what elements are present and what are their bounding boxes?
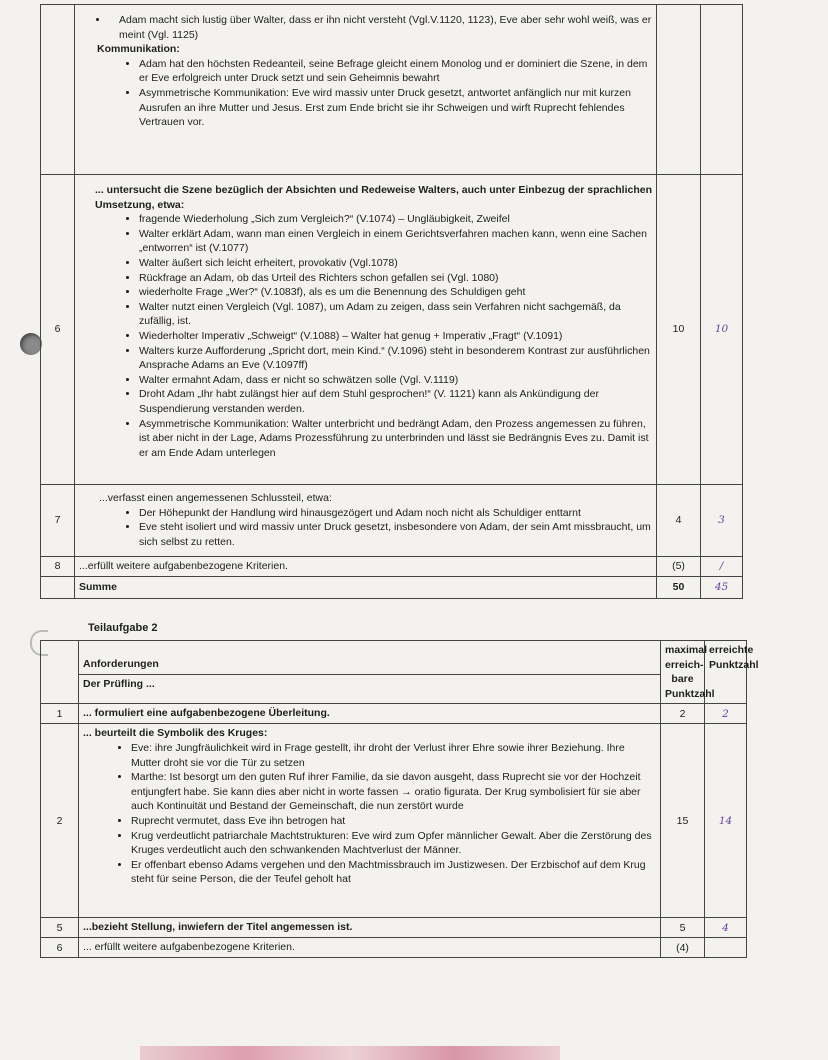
column-header: maximal erreich-bare Punktzahl [661, 641, 705, 704]
achieved-points: 2 [705, 704, 747, 724]
max-points: (5) [657, 557, 701, 577]
row-number: 8 [41, 557, 75, 577]
list-item: • Der Höhepunkt der Handlung wird hinausgezögert und Adam noch nicht als Schuldiger enttarnt [139, 506, 652, 521]
list-item: • Asymmetrische Kommunikation: Walter unterbricht und bedrängt Adam, den Prozess angemessen zu führen, ist aber nicht in der Lage, Adams Prozessführung zu unterbrinden und lässt sie Bedrängnis Eves zu. Damit ist er am Ende Adam unterlegen [139, 417, 652, 461]
section-label: Kommunikation: [97, 43, 180, 56]
table-row [41, 577, 743, 599]
max-points: 15 [661, 724, 705, 918]
table-row [41, 485, 743, 557]
list-item: • Adam hat den höchsten Redeanteil, seine Befrage gleicht einem Monolog und er dominiert die Szene, in dem er Eve erfolgreich unter Druck setzt und sein Geheimnis bewahrt [139, 57, 652, 86]
row-number: 5 [41, 918, 79, 938]
criteria-cell [75, 5, 657, 175]
row-number [41, 577, 75, 599]
criteria-heading: ... beurteilt die Symbolik des Kruges: [83, 727, 268, 740]
list-item: • Eve: ihre Jungfräulichkeit wird in Frage gestellt, ihr droht der Verlust ihrer Ehre sowie ihrer Beziehung. Ihre Mutter droht sie vor die Tür zu setzen [131, 741, 656, 770]
criteria-cell [75, 485, 657, 557]
criteria-heading: ...verfasst einen angemessenen Schlussteil, etwa: [99, 492, 332, 504]
max-points-total: 50 [657, 577, 701, 599]
row-number: 7 [41, 485, 75, 557]
table-header-row [41, 674, 747, 704]
section-title: Teilaufgabe 2 [88, 622, 158, 634]
punch-hole-icon [20, 333, 42, 355]
grading-table-part1 [40, 4, 743, 599]
criteria-cell [75, 175, 657, 485]
list-item: • wiederholte Frage „Wer?“ (V.1083f), als es um die Benennung des Schuldigen geht [139, 285, 652, 300]
list-item: • Walters kurze Aufforderung „Spricht dort, mein Kind.“ (V.1096) steht in besonderem Kontrast zur ausführlichen Ansprache Adams an Eve (V.1097ff) [139, 344, 652, 373]
row-number: 6 [41, 938, 79, 958]
criteria-cell: ... erfüllt weitere aufgabenbezogene Kriterien. [79, 938, 661, 958]
max-points: 2 [661, 704, 705, 724]
achieved-points: / [701, 557, 743, 577]
list-item: • Ruprecht vermutet, dass Eve ihn betrogen hat [131, 814, 656, 829]
achieved-points: 14 [705, 724, 747, 918]
list-item: • Walter äußert sich leicht erheitert, provokativ (Vgl.1078) [139, 256, 652, 271]
criteria-cell [79, 724, 661, 918]
list-item: • Droht Adam „Ihr habt zulängst hier auf dem Stuhl gesprochen!“ (V. 1121) kann als Ankündigung der Suspendierung verstanden werden. [139, 387, 652, 416]
achieved-points-total: 45 [701, 577, 743, 599]
column-header: Anforderungen [79, 641, 661, 675]
criteria-cell: ...bezieht Stellung, inwiefern der Titel angemessen ist. [79, 918, 661, 938]
column-subheader: Der Prüfling ... [79, 674, 661, 704]
list-item: • Eve steht isoliert und wird massiv unter Druck gesetzt, insbesondere von Adam, der sein Amt missbraucht, um sich selbst zu retten. [139, 520, 652, 549]
row-number: 6 [41, 175, 75, 485]
table-row [41, 724, 747, 918]
list-item: • Walter erklärt Adam, wann man einen Vergleich in einem Gerichtsverfahren machen kann, wenn eine Sachen „entworren“ ist (V.1077) [139, 227, 652, 256]
table-row [41, 918, 747, 938]
achieved-points: 4 [705, 918, 747, 938]
table-row [41, 5, 743, 175]
list-item: • Er offenbart ebenso Adams vergehen und den Machtmissbrauch im Justizwesen. Der Erzbischof auf dem Krug steht für seine Person, die der Teufel geholt hat [131, 858, 656, 887]
row-number: 1 [41, 704, 79, 724]
list-item: • Walter nutzt einen Vergleich (Vgl. 1087), um Adam zu zeigen, dass sein Verfahren nicht sachgemäß, da zufällig, ist. [139, 300, 652, 329]
row-number: 2 [41, 724, 79, 918]
list-item: • fragende Wiederholung „Sich zum Vergleich?“ (V.1074) – Ungläubigkeit, Zweifel [139, 212, 652, 227]
list-item: • Marthe: Ist besorgt um den guten Ruf ihrer Familie, da sie davon ausgeht, dass Ruprecht sie vor der Hochzeit entjungfert habe. Sie kann dies aber nicht in worte fassen → oratio figurata. Der Krug symbolisiert für sie aber auch Kontinuität und Bestand der Gemeinschaft, die nun zerstört wurde [131, 770, 656, 814]
achieved-points: 3 [701, 485, 743, 557]
max-points: 10 [657, 175, 701, 485]
achieved-points [701, 5, 743, 175]
criteria-heading: ... untersucht die Szene bezüglich der Absichten und Redeweise Walters, auch unter Einbezug der sprachlichen Umsetzung, etwa: [95, 184, 653, 211]
row-number [41, 641, 79, 704]
list-item: • Wiederholter Imperativ „Schweigt“ (V.1088) – Walter hat genug + Imperativ „Fragt“ (V.1091) [139, 329, 652, 344]
max-points: 4 [657, 485, 701, 557]
grading-table-part2 [40, 640, 759, 958]
list-item: • Rückfrage an Adam, ob das Urteil des Richters schon gefallen sei (Vgl. 1080) [139, 271, 652, 286]
column-header: erreichte Punktzahl [705, 641, 747, 704]
row-number [41, 5, 75, 175]
table-row [41, 938, 747, 958]
max-points [657, 5, 701, 175]
max-points: (4) [661, 938, 705, 958]
achieved-points: 10 [701, 175, 743, 485]
list-item: • Asymmetrische Kommunikation: Eve wird massiv unter Druck gesetzt, antwortet anfänglich nur mit kurzen Ausrufen an ihre Mutter und Jesus. Erst zum Ende bricht sie ihr Schweigen und wirft Ruprecht fehlendes Vertrauen vor. [139, 86, 652, 130]
list-item: • Walter ermahnt Adam, dass er nicht so schwätzen solle (Vgl. V.1119) [139, 373, 652, 388]
criteria-cell: ...erfüllt weitere aufgabenbezogene Kriterien. [75, 557, 657, 577]
sum-label: Summe [75, 577, 657, 599]
table-header-row [41, 641, 747, 675]
achieved-points [705, 938, 747, 958]
list-item: • Adam macht sich lustig über Walter, dass er ihn nicht versteht (Vgl.V.1120, 1123), Eve aber sehr wohl weiß, was er meint (Vgl. 1125) [109, 13, 652, 42]
max-points: 5 [661, 918, 705, 938]
criteria-cell: ... formuliert eine aufgabenbezogene Überleitung. [79, 704, 661, 724]
table-row [41, 704, 747, 724]
table-row [41, 557, 743, 577]
list-item: • Krug verdeutlicht patriarchale Machtstrukturen: Eve wird zum Opfer männlicher Gewalt. Aber die Zerstörung des Kruges verdeutlicht auch den schwankenden Machtverlust der Männer. [131, 829, 656, 858]
table-row [41, 175, 743, 485]
decorative-strip [140, 1046, 560, 1060]
